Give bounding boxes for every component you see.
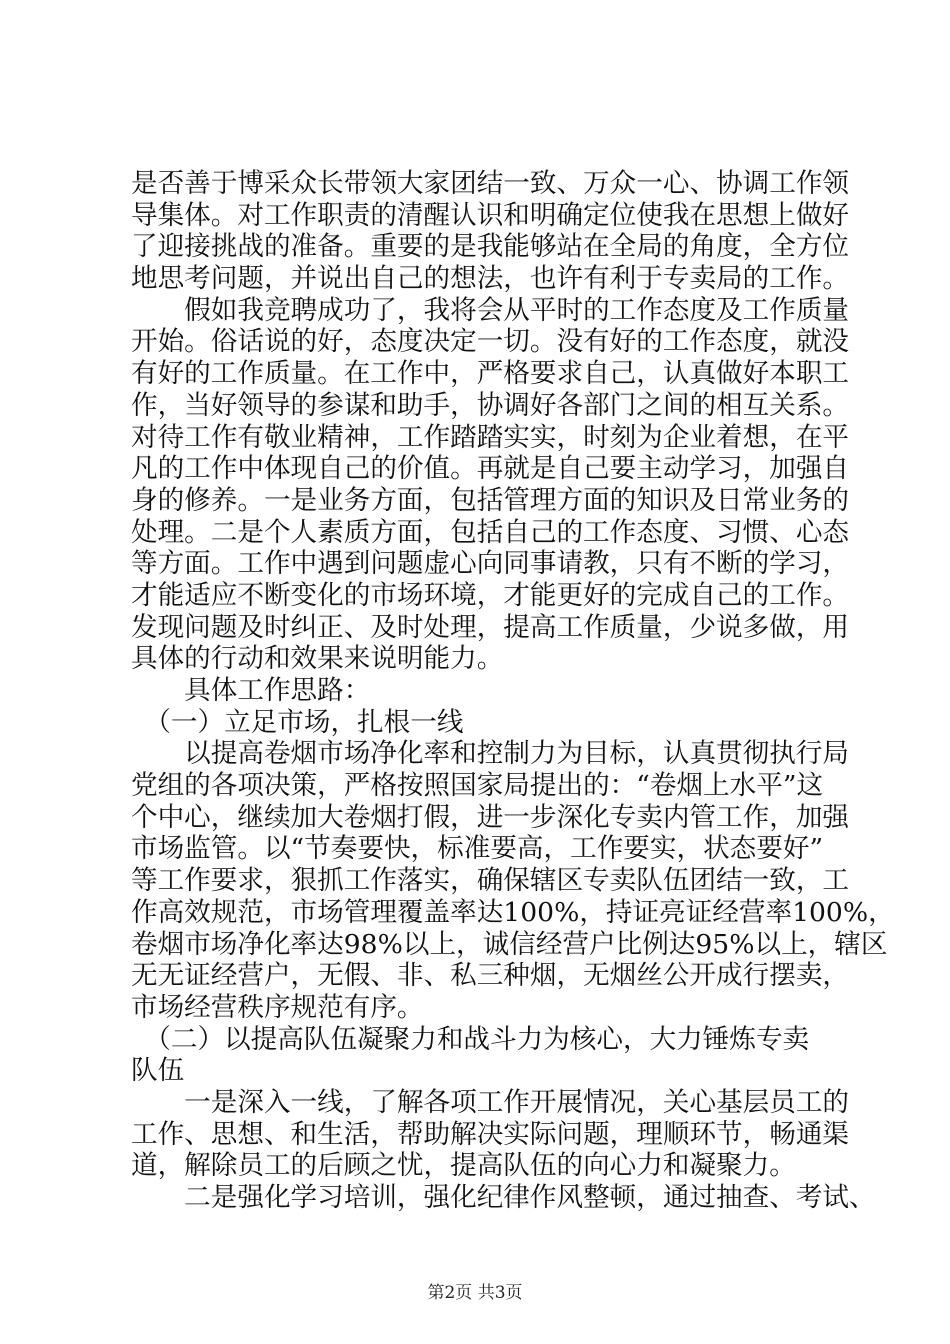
text-line: 二是强化学习培训，强化纪律作风整顿，通过抽查、考试、 [131,1182,876,1213]
text-line: 了迎接挑战的准备。重要的是我能够站在全局的角度，全方位 [131,231,850,263]
text-line: 有好的工作质量。在工作中，严格要求自己，认真做好本职工 [131,358,850,390]
text-line: 对待工作有敬业精神，工作踏踏实实，时刻为企业着想，在平 [131,421,850,453]
text-line: 卷烟市场净化率达98%以上，诚信经营户比例达95%以上，辖区 [131,928,888,960]
text-line: （一）立足市场，扎根一线 [131,706,464,738]
text-line: 无无证经营户，无假、非、私三种烟，无烟丝公开成行摆卖， [131,960,850,992]
text-line: 道，解除员工的后顾之忧，提高队伍的向心力和凝聚力。 [131,1150,796,1182]
text-line: 发现问题及时纠正、及时处理，提高工作质量，少说多做，用 [131,611,850,643]
text-line: （二）以提高队伍凝聚力和战斗力为核心，大力锤炼专卖 [131,1023,810,1055]
text-line: 具体工作思路： [131,675,371,706]
text-line: 开始。俗话说的好，态度决定一切。没有好的工作态度，就没 [131,326,850,358]
text-line: 一是深入一线，了解各项工作开展情况，关心基层员工的 [131,1086,850,1118]
text-line: 以提高卷烟市场净化率和控制力为目标，认真贯彻执行局 [131,738,850,770]
document-body [131,168,895,1214]
text-line: 个中心，继续加大卷烟打假，进一步深化专卖内管工作，加强 [131,801,850,833]
text-line: 作高效规范，市场管理覆盖率达100%，持证亮证经营率100%， [131,896,895,928]
text-line: 具体的行动和效果来说明能力。 [131,643,504,675]
text-line: 等工作要求，狠抓工作落实，确保辖区专卖队伍团结一致，工 [131,865,850,897]
text-line: 队伍 [131,1055,185,1087]
text-line: 导集体。对工作职责的清醒认识和明确定位使我在思想上做好 [131,199,850,231]
text-line: 凡的工作中体现自己的价值。再就是自己要主动学习，加强自 [131,453,850,485]
page-footer: 第2页 共3页 [427,1283,523,1303]
text-line: 假如我竞聘成功了，我将会从平时的工作态度及工作质量 [131,294,850,326]
text-line: 处理。二是个人素质方面，包括自己的工作态度、习惯、心态 [131,516,850,548]
text-line: 市场经营秩序规范有序。 [131,991,424,1023]
text-line: 地思考问题，并说出自己的想法，也许有利于专卖局的工作。 [131,263,850,295]
text-line: 是否善于博采众长带领大家团结一致、万众一心、协调工作领 [131,168,850,199]
text-line: 市场监管。以“节奏要快，标准要高，工作要实，状态要好” [131,833,824,865]
text-line: 等方面。工作中遇到问题虚心向同事请教，只有不断的学习， [131,548,850,580]
text-line: 身的修养。一是业务方面，包括管理方面的知识及日常业务的 [131,484,850,516]
text-line: 工作、思想、和生活，帮助解决实际问题，理顺环节，畅通渠 [131,1118,850,1150]
text-line: 才能适应不断变化的市场环境，才能更好的完成自己的工作。 [131,579,850,611]
text-line: 作，当好领导的参谋和助手，协调好各部门之间的相互关系。 [131,389,850,421]
text-line: 党组的各项决策，严格按照国家局提出的：“卷烟上水平”这 [131,770,824,802]
